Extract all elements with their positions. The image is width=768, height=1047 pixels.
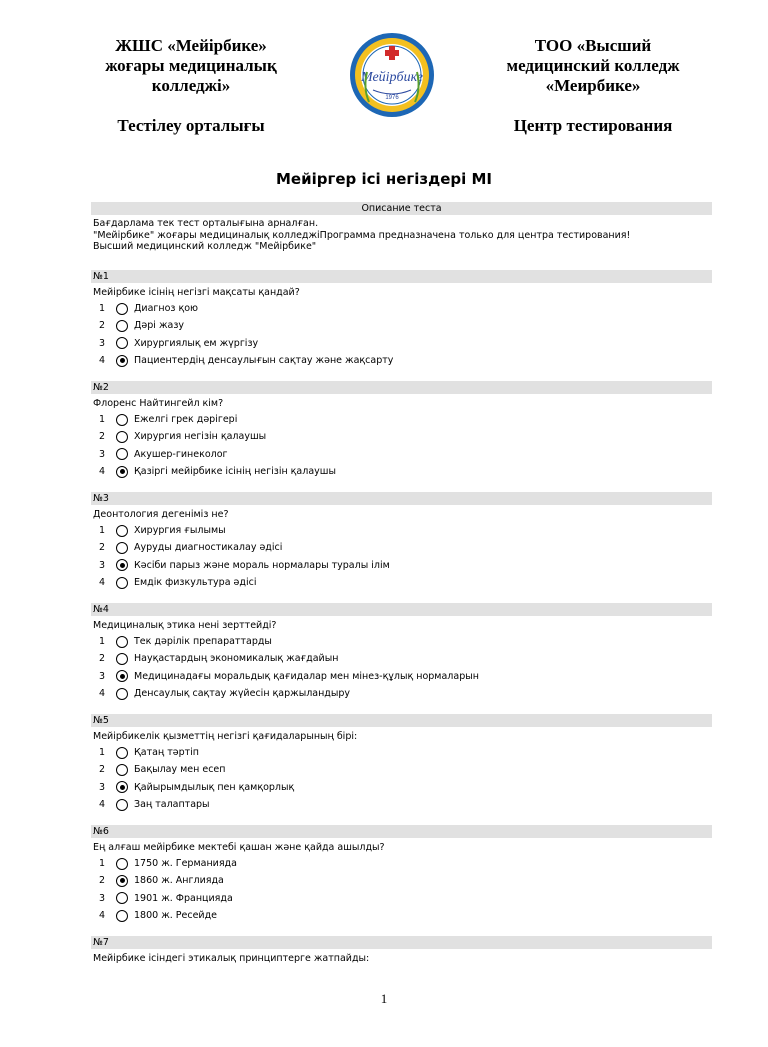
college-logo — [349, 32, 435, 118]
radio-empty-icon[interactable] — [116, 653, 128, 665]
answer-option[interactable] — [91, 779, 712, 796]
option-number: 1 — [98, 747, 105, 759]
answer-option[interactable] — [91, 872, 712, 889]
option-text: Қайырымдылық пен қамқорлық — [134, 781, 295, 793]
answer-option[interactable] — [91, 890, 712, 907]
option-text: Ауруды диагностикалау әдісі — [134, 542, 283, 554]
answer-option[interactable] — [91, 633, 712, 650]
radio-empty-icon[interactable] — [116, 542, 128, 554]
option-text: Науқастардың экономикалық жағдайын — [134, 653, 339, 665]
radio-empty-icon[interactable] — [116, 303, 128, 315]
option-text: 1800 ж. Ресейде — [134, 910, 218, 922]
radio-empty-icon[interactable] — [116, 636, 128, 648]
question-text: Деонтология дегеніміз не? — [93, 509, 229, 520]
answer-option[interactable] — [91, 796, 712, 813]
option-text: Диагноз қою — [134, 303, 199, 315]
radio-selected-icon[interactable] — [116, 355, 128, 367]
radio-empty-icon[interactable] — [116, 764, 128, 776]
radio-empty-icon[interactable] — [116, 858, 128, 870]
option-number: 2 — [98, 320, 105, 332]
option-text: Қатаң тәртіп — [134, 747, 200, 759]
description-heading: Описание теста — [91, 202, 712, 215]
radio-selected-icon[interactable] — [116, 559, 128, 571]
answer-option[interactable] — [91, 446, 712, 463]
question-text: Медициналық этика нені зерттейді? — [93, 620, 277, 631]
question-text: Ең алғаш мейірбике мектебі қашан және қайда ашылды? — [93, 842, 385, 853]
option-number: 1 — [98, 414, 105, 426]
radio-empty-icon[interactable] — [116, 892, 128, 904]
answer-option[interactable] — [91, 317, 712, 334]
option-text: Бақылау мен есеп — [134, 764, 226, 776]
option-number: 4 — [98, 466, 105, 478]
description-line: Бағдарлама тек тест орталығына арналған. — [93, 218, 319, 229]
option-number: 2 — [98, 764, 105, 776]
option-number: 3 — [98, 892, 105, 904]
answer-option[interactable] — [91, 574, 712, 591]
option-text: Акушер-гинеколог — [134, 448, 228, 460]
option-text: Дәрі жазу — [134, 320, 185, 332]
document-title: Мейіргер ісі негіздері MI — [276, 170, 492, 188]
option-text: Емдік физкультура әдісі — [134, 577, 257, 589]
option-number: 3 — [98, 670, 105, 682]
radio-selected-icon[interactable] — [116, 670, 128, 682]
header-right-line: «Меирбике» — [545, 76, 641, 95]
question-number: №2 — [91, 381, 712, 394]
question-number: №3 — [91, 492, 712, 505]
answer-option[interactable] — [91, 522, 712, 539]
question-list — [91, 270, 712, 1047]
answer-option[interactable] — [91, 335, 712, 352]
header-left-line: колледжі» — [151, 76, 231, 95]
radio-empty-icon[interactable] — [116, 577, 128, 589]
question-text: Мейірбике ісіндегі этикалық принциптерге жатпайды: — [93, 953, 370, 964]
option-text: 1860 ж. Англияда — [134, 875, 224, 887]
radio-selected-icon[interactable] — [116, 466, 128, 478]
header-left-line: жоғары медициналық — [105, 56, 277, 75]
radio-empty-icon[interactable] — [116, 431, 128, 443]
option-number: 1 — [98, 858, 105, 870]
option-number: 4 — [98, 688, 105, 700]
answer-option[interactable] — [91, 668, 712, 685]
header-right-subtitle: Центр тестирования — [513, 116, 673, 135]
option-text: Пациентердің денсаулығын сақтау және жақсарту — [134, 355, 394, 367]
header-left-line: ЖШС «Мейірбике» — [115, 36, 267, 55]
radio-empty-icon[interactable] — [116, 688, 128, 700]
question-number: №5 — [91, 714, 712, 727]
question-text: Флоренс Найтингейл кім? — [93, 398, 224, 409]
question-block — [91, 381, 712, 492]
logo-script: Мейірбике — [360, 70, 424, 85]
option-text: Хирургия негізін қалаушы — [134, 431, 267, 443]
question-number: №1 — [91, 270, 712, 283]
option-text: Медицинадағы моральдық қағидалар мен мінез-құлық нормаларын — [134, 670, 479, 682]
answer-option[interactable] — [91, 411, 712, 428]
option-number: 2 — [98, 653, 105, 665]
description-line: Высший медицинский колледж "Мейірбике" — [93, 241, 317, 252]
answer-option[interactable] — [91, 685, 712, 702]
option-text: Хирургиялық ем жүргізу — [134, 337, 259, 349]
radio-empty-icon[interactable] — [116, 448, 128, 460]
option-text: 1901 ж. Францияда — [134, 892, 233, 904]
question-block — [91, 270, 712, 381]
option-text: Хирургия ғылымы — [134, 525, 226, 537]
answer-option[interactable] — [91, 428, 712, 445]
question-text: Мейірбике ісінің негізгі мақсаты қандай? — [93, 287, 300, 298]
description-line: "Мейірбике" жоғары медициналық колледжіПрограмма предназначена только для центра тестирования! — [93, 229, 631, 241]
answer-option[interactable] — [91, 761, 712, 778]
answer-option[interactable] — [91, 539, 712, 556]
question-block — [91, 492, 712, 603]
question-number: №6 — [91, 825, 712, 838]
answer-option[interactable] — [91, 744, 712, 761]
header-left-subtitle: Тестілеу орталығы — [117, 116, 265, 135]
radio-empty-icon[interactable] — [116, 799, 128, 811]
option-text: Денсаулық сақтау жүйесін қаржыландыру — [134, 688, 351, 700]
page-number: 1 — [380, 991, 388, 1006]
radio-selected-icon[interactable] — [116, 781, 128, 793]
answer-option[interactable] — [91, 300, 712, 317]
option-number: 2 — [98, 875, 105, 887]
radio-empty-icon[interactable] — [116, 525, 128, 537]
radio-selected-icon[interactable] — [116, 875, 128, 887]
header-left — [86, 36, 296, 136]
option-text: Заң талаптары — [134, 799, 210, 811]
answer-option[interactable] — [91, 650, 712, 667]
question-number: №4 — [91, 603, 712, 616]
option-number: 2 — [98, 542, 105, 554]
answer-option[interactable] — [91, 907, 712, 924]
option-number: 4 — [98, 355, 105, 367]
radio-empty-icon[interactable] — [116, 414, 128, 426]
option-number: 2 — [98, 431, 105, 443]
answer-option[interactable] — [91, 855, 712, 872]
answer-option[interactable] — [91, 352, 712, 369]
header-right — [488, 36, 698, 136]
answer-option[interactable] — [91, 557, 712, 574]
question-block — [91, 603, 712, 714]
option-number: 3 — [98, 559, 105, 571]
option-text: 1750 ж. Германияда — [134, 858, 237, 870]
question-text: Мейірбикелік қызметтің негізгі қағидаларының бірі: — [93, 731, 358, 742]
option-number: 1 — [98, 525, 105, 537]
question-number: №7 — [91, 936, 712, 949]
question-block — [91, 825, 712, 936]
header-right-line: медицинский колледж — [506, 56, 680, 75]
option-number: 4 — [98, 910, 105, 922]
option-text: Қазіргі мейірбике ісінің негізін қалаушы — [134, 466, 336, 478]
option-text: Ежелгі грек дәрігері — [134, 414, 238, 426]
answer-option[interactable] — [91, 463, 712, 480]
option-number: 4 — [98, 577, 105, 589]
radio-empty-icon[interactable] — [116, 747, 128, 759]
option-number: 3 — [98, 448, 105, 460]
test-content — [91, 202, 712, 1047]
option-text: Тек дәрілік препараттарды — [134, 636, 272, 648]
logo-year: 1976 — [385, 95, 399, 101]
option-number: 3 — [98, 337, 105, 349]
question-block — [91, 714, 712, 825]
description-text — [91, 215, 712, 270]
option-number: 4 — [98, 799, 105, 811]
option-number: 1 — [98, 303, 105, 315]
option-number: 3 — [98, 781, 105, 793]
option-text: Кәсіби парыз және мораль нормалары туралы ілім — [134, 559, 390, 571]
option-number: 1 — [98, 636, 105, 648]
radio-empty-icon[interactable] — [116, 337, 128, 349]
radio-empty-icon[interactable] — [116, 320, 128, 332]
header-right-line: ТОО «Высший — [534, 36, 652, 55]
radio-empty-icon[interactable] — [116, 910, 128, 922]
